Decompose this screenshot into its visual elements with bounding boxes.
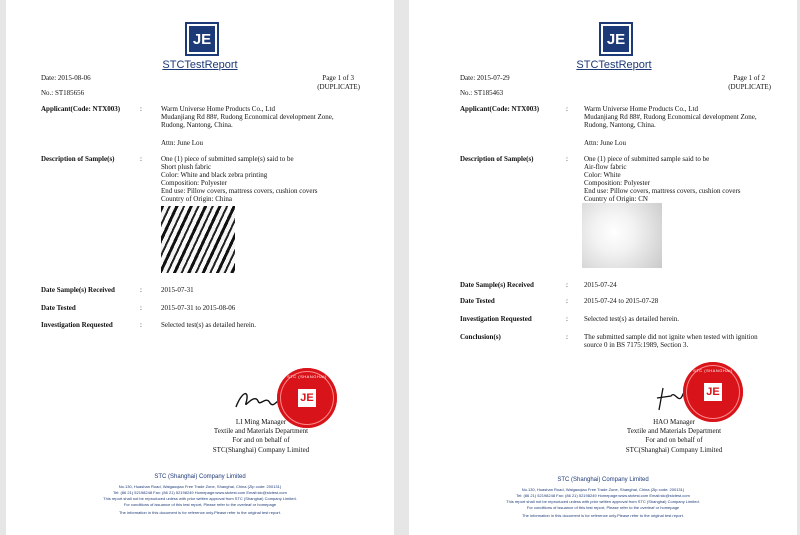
stc-logo-icon: JE [185,22,219,56]
received-label: Date Sample(s) Received [41,286,115,294]
report-page-right [409,0,797,535]
footer-conditions: For conditions of issuance of this test report, Please refer to the overleaf or homepage [123,502,277,507]
signer-name: LI Ming Manager [235,418,287,426]
company-name: STC(Shanghai) Company Limited [625,446,723,454]
page-number: Page 1 of 3 [322,74,354,82]
report-page-left [6,0,394,535]
company-name: STC(Shanghai) Company Limited [212,446,310,454]
applicant-line: Warm Universe Home Products Co., Ltd [161,105,275,113]
footer-address: No.130, Huashan Road, Waigaoqiao Free Trade Zone, Shanghai, China (Zip code: 200131) [521,487,685,492]
tested-label: Date Tested [41,304,76,312]
colon: : [566,297,568,305]
description-line: Country of Origin: CN [584,195,648,203]
signer-name: HAO Manager [653,418,695,426]
conclusion-value: The submitted sample did not ignite when tested with ignition [584,333,758,341]
department: Textile and Materials Department [626,427,722,435]
conclusion-value-2: source 0 in BS 7175:1989, Section 3. [584,341,689,349]
description-line: Country of Origin: China [161,195,232,203]
footer-reproduce: This report shall not be reproduced unless with prior written approval from STC (Shanghai) Company Limited. [506,499,700,504]
investigation-value: Selected test(s) as detailed herein. [584,315,680,323]
tested-value: 2015-07-24 to 2015-07-28 [584,297,659,305]
report-number: No.: ST185656 [41,89,85,97]
attn: Attn: June Lou [161,139,203,147]
report-date: Date: 2015-07-29 [460,74,510,82]
company-seal [683,362,743,422]
description-line: Short plush fabric [161,163,212,171]
tested-label: Date Tested [460,297,495,305]
colon: : [140,105,142,113]
colon: : [140,286,142,294]
behalf: For and on behalf of [232,436,290,444]
description-label: Description of Sample(s) [41,155,115,163]
applicant-label: Applicant(Code: NTX003) [460,105,540,113]
seal-text: STC (SHANGHAI) [287,374,327,379]
description-line: End use: Pillow covers, mattress covers, cushion covers [584,187,741,195]
attn: Attn: June Lou [584,139,626,147]
description-line: End use: Pillow covers, mattress covers, cushion covers [161,187,318,195]
received-value: 2015-07-24 [584,281,617,289]
colon: : [566,155,568,163]
colon: : [140,321,142,329]
description-line: Air-flow fabric [584,163,627,171]
applicant-line: Rudong, Nantong, China. [584,121,656,129]
colon: : [140,155,142,163]
footer-company: STC (Shanghai) Company Limited [557,477,649,483]
footer-info: The information in this document is for reference only.Please refer to the original test report. [118,510,281,515]
stc-logo-icon: JE [599,22,633,56]
footer-info: The information in this document is for reference only.Please refer to the original test report. [521,513,684,518]
footer-contact: Tel: (86 21) 52198248 Fax: (86 21) 52198249 Homepage:www.stctest.com Email:stc@stctest.com [516,493,690,498]
colon: : [566,333,568,341]
colon: : [566,315,568,323]
department: Textile and Materials Department [213,427,309,435]
footer-company: STC (Shanghai) Company Limited [154,474,246,480]
received-label: Date Sample(s) Received [460,281,534,289]
sample-photo-airflow [582,203,662,268]
report-date: Date: 2015-08-06 [41,74,91,82]
brand-title: STCTestReport [576,59,652,71]
description-line: Composition: Polyester [584,179,650,187]
description-line: Composition: Polyester [161,179,227,187]
seal-logo-icon: JE [298,389,316,407]
conclusion-label: Conclusion(s) [460,333,501,341]
tested-value: 2015-07-31 to 2015-08-06 [161,304,236,312]
applicant-label: Applicant(Code: NTX003) [41,105,121,113]
page-number: Page 1 of 2 [733,74,765,82]
footer-contact: Tel: (86 21) 52198248 Fax: (86 21) 52198249 Homepage:www.stctest.com Email:stc@stctest.com [113,490,287,495]
colon: : [566,105,568,113]
investigation-value: Selected test(s) as detailed herein. [161,321,257,329]
footer-reproduce: This report shall not be reproduced unless with prior written approval from STC (Shanghai) Company Limited. [103,496,297,501]
investigation-label: Investigation Requested [460,315,532,323]
applicant-line: Mudanjiang Rd 88#, Rudong Economical development Zone, [161,113,334,121]
investigation-label: Investigation Requested [41,321,113,329]
behalf: For and on behalf of [645,436,703,444]
description-line: Color: White and black zebra printing [161,171,268,179]
footer-address: No.130, Huashan Road, Waigaoqiao Free Trade Zone, Shanghai, China (Zip code: 200131) [118,484,282,489]
applicant-line: Rudong, Nantong, China. [161,121,233,129]
colon: : [566,281,568,289]
description-line: One (1) piece of submitted sample(s) said to be [161,155,294,163]
sample-photo-zebra [161,206,235,273]
duplicate-mark: (DUPLICATE) [317,83,360,91]
report-number: No.: ST185463 [460,89,504,97]
applicant-line: Mudanjiang Rd 88#, Rudong Economical development Zone, [584,113,757,121]
description-label: Description of Sample(s) [460,155,534,163]
brand-title: STCTestReport [162,59,238,71]
description-line: Color: White [584,171,621,179]
description-line: One (1) piece of submitted sample said to be [584,155,710,163]
footer-conditions: For conditions of issuance of this test report, Please refer to the overleaf or homepage [526,505,680,510]
received-value: 2015-07-31 [161,286,194,294]
duplicate-mark: (DUPLICATE) [728,83,771,91]
colon: : [140,304,142,312]
seal-text: STC (SHANGHAI) [693,368,733,373]
applicant-line: Warm Universe Home Products Co., Ltd [584,105,698,113]
seal-logo-icon: JE [704,383,722,401]
